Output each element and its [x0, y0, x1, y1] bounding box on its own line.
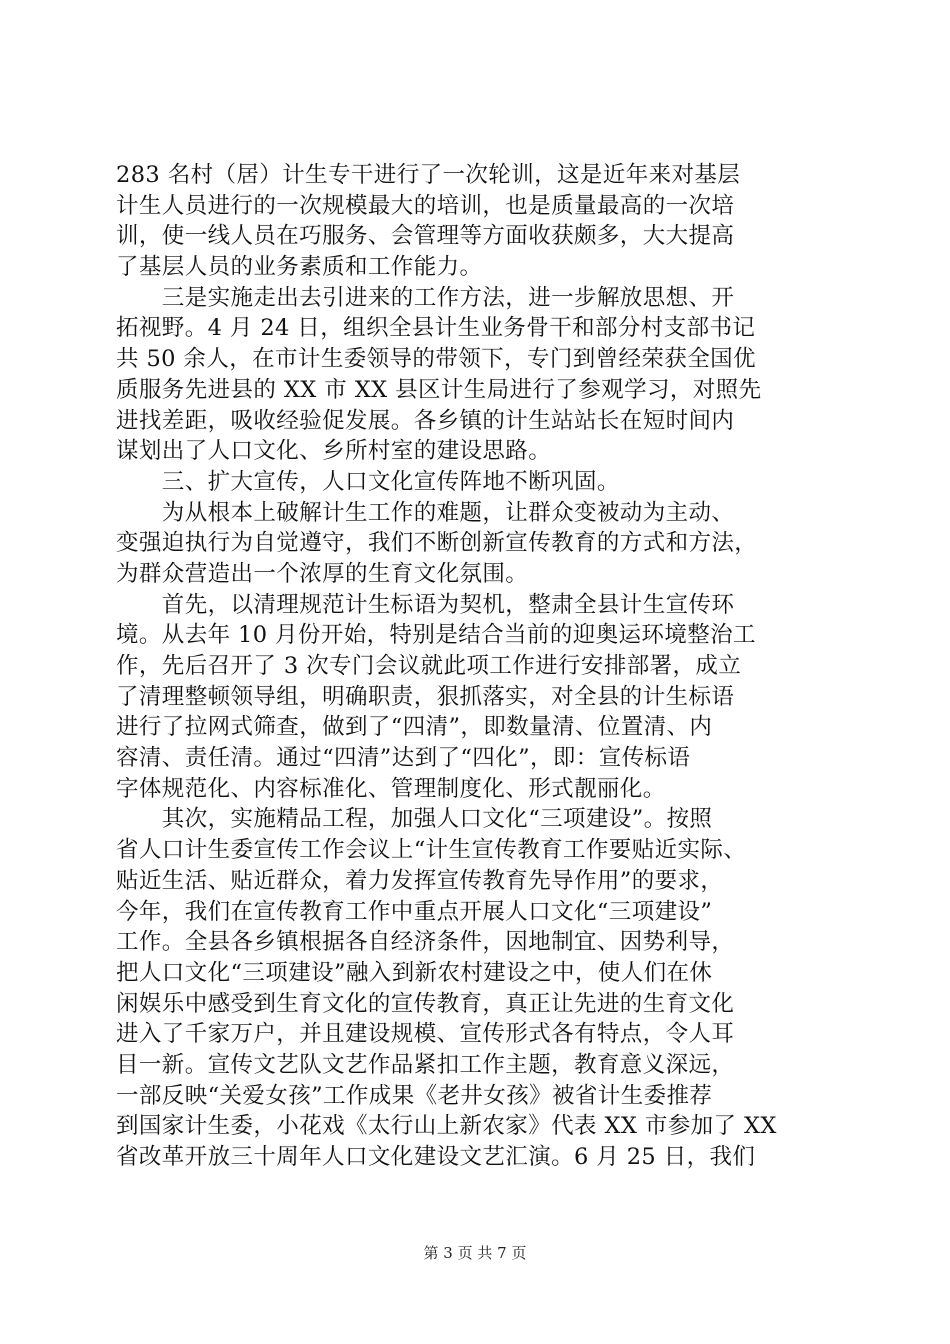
page-number-footer: 第 3 页 共 7 页	[423, 1244, 527, 1262]
text-line: 质服务先进县的 XX 市 XX 县区计生局进行了参观学习，对照先	[116, 376, 762, 403]
text-line: 把人口文化“三项建设”融入到新农村建设之中，使人们在休	[116, 959, 713, 986]
text-line: 到国家计生委，小花戏《太行山上新农家》代表 XX 市参加了 XX	[116, 1113, 777, 1140]
text-line: 进找差距，吸收经验促发展。各乡镇的计生站站长在短时间内	[116, 407, 735, 434]
text-line: 工作。全县各乡镇根据各自经济条件，因地制宜、因势利导，	[116, 929, 735, 956]
text-line: 闲娱乐中感受到生育文化的宣传教育，真正让先进的生育文化	[116, 990, 735, 1017]
text-line: 拓视野。4 月 24 日，组织全县计生业务骨干和部分村支部书记	[116, 315, 756, 342]
text-line: 首先，以清理规范计生标语为契机，整肃全县计生宣传环	[116, 591, 735, 618]
text-line: 训，使一线人员在巧服务、会管理等方面收获颇多，大大提高	[116, 223, 735, 250]
text-line: 计生人员进行的一次规模最大的培训，也是质量最高的一次培	[116, 192, 735, 219]
text-line: 进入了千家万户，并且建设规模、宣传形式各有特点，令人耳	[116, 1021, 735, 1048]
text-line: 了基层人员的业务素质和工作能力。	[116, 254, 483, 281]
text-line: 三、扩大宣传，人口文化宣传阵地不断巩固。	[116, 468, 620, 495]
text-line: 了清理整顿领导组，明确职责，狠抓落实，对全县的计生标语	[116, 683, 735, 710]
text-line: 贴近生活、贴近群众，着力发挥宣传教育先导作用”的要求，	[116, 867, 724, 894]
text-line: 为群众营造出一个浓厚的生育文化氛围。	[116, 560, 529, 587]
text-line: 共 50 余人，在市计生委领导的带领下，专门到曾经荣获全国优	[116, 346, 756, 373]
text-line: 为从根本上破解计生工作的难题，让群众变被动为主动、	[116, 499, 735, 526]
text-line: 省人口计生委宣传工作会议上“计生宣传教育工作要贴近实际、	[116, 837, 747, 864]
text-line: 字体规范化、内容标准化、管理制度化、形式靓丽化。	[116, 775, 666, 802]
text-line: 谋划出了人口文化、乡所村室的建设思路。	[116, 438, 552, 465]
text-line: 三是实施走出去引进来的工作方法，进一步解放思想、开	[116, 284, 735, 311]
text-line: 容清、责任清。通过“四清”达到了“四化”，即：宣传标语	[116, 745, 691, 772]
text-line: 其次，实施精品工程，加强人口文化“三项建设”。按照	[116, 806, 713, 833]
text-line: 变强迫执行为自觉遵守，我们不断创新宣传教育的方式和方法，	[116, 530, 758, 557]
body-text	[116, 160, 836, 1173]
text-line: 今年，我们在宣传教育工作中重点开展人口文化“三项建设”	[116, 898, 713, 925]
text-line: 目一新。宣传文艺队文艺作品紧扣工作主题，教育意义深远，	[116, 1051, 735, 1078]
text-line: 省改革开放三十周年人口文化建设文艺汇演。6 月 25 日，我们	[116, 1144, 756, 1170]
text-line: 283 名村（居）计生专干进行了一次轮训，这是近年来对基层	[116, 162, 741, 188]
text-line: 进行了拉网式筛查，做到了“四清”，即数量清、位置清、内	[116, 714, 713, 741]
text-line: 作，先后召开了 3 次专门会议就此项工作进行安排部署，成立	[116, 653, 742, 679]
text-line: 一部反映“关爱女孩”工作成果《老井女孩》被省计生委推荐	[116, 1082, 713, 1109]
text-line: 境。从去年 10 月份开始，特别是结合当前的迎奥运环境整治工	[116, 622, 756, 649]
